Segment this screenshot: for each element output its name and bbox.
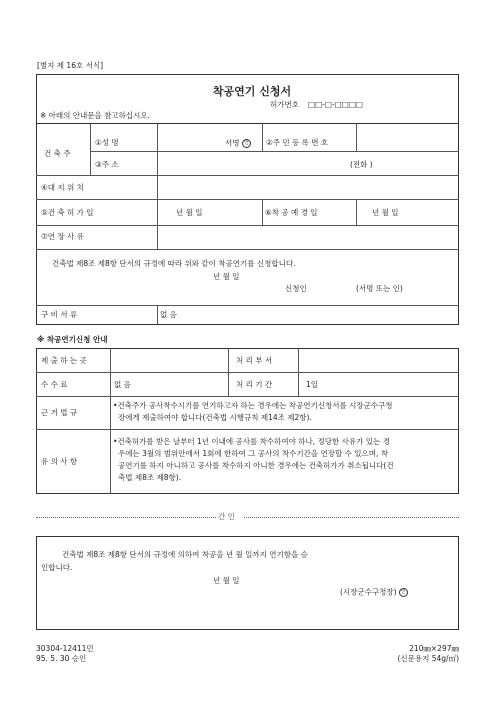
address-input[interactable] bbox=[158, 152, 358, 175]
declaration-date[interactable]: 년 월 일 bbox=[213, 272, 240, 281]
permit-date-label: ⑤건 축 허 가 일 bbox=[41, 208, 94, 217]
legal-basis-label: 근 거 법 규 bbox=[41, 408, 78, 417]
applicant-sign-label: 신청인 bbox=[285, 284, 307, 293]
signature-label: 서명 bbox=[225, 138, 240, 148]
site-location-label: ④대 지 위 치 bbox=[41, 183, 84, 192]
permit-number-label: 허가번호 bbox=[270, 100, 299, 109]
form-code: 30304-12411민 bbox=[36, 644, 94, 653]
site-location-input[interactable] bbox=[158, 176, 458, 199]
approver-sign-area[interactable] bbox=[340, 588, 408, 597]
processing-period-label: 처 리 기 간 bbox=[236, 380, 273, 389]
seal-icon: 인 bbox=[242, 139, 251, 148]
planned-start-label: ⑥착 공 예 경 일 bbox=[265, 208, 318, 217]
name-label: ①성 명 bbox=[95, 138, 119, 147]
resident-number-input[interactable] bbox=[357, 124, 458, 151]
approval-text-1: 건축법 제8조 제8항 단서의 규정에 의하여 착공을 년 월 일까지 연기함을 승 bbox=[62, 550, 308, 559]
notes-text-3: 공연기를 하지 아니하고 공사를 착수하지 아니한 경우에는 건축허가가 취소됩니다(건 bbox=[118, 461, 394, 470]
cut-line-label: 간 인 bbox=[218, 512, 235, 521]
extension-reason-label: ⑦연 장 사 유 bbox=[41, 232, 84, 241]
legal-basis-text-2: 장에게 제출하여야 합니다(건축법 시행규칙 제14조 제2항). bbox=[118, 413, 312, 422]
guide-title: ※ 착공연기신청 안내 bbox=[37, 335, 108, 344]
legal-basis-text-1: •건축주가 공사착수시기를 연기하고자 하는 경우에는 착공연기신청서를 시장군수구청 bbox=[113, 401, 393, 410]
seal-icon: 인 bbox=[399, 588, 408, 597]
extension-reason-input[interactable] bbox=[158, 226, 458, 249]
applicant-group-label: 건 축 주 bbox=[44, 149, 71, 158]
notes-text-1: •건축허가를 받은 날부터 1년 이내에 공사를 착수하여야 하나, 정당한 사유가 있는 경 bbox=[113, 437, 390, 446]
signature-area[interactable] bbox=[225, 139, 251, 148]
documents-label: 구 비 서 류 bbox=[41, 310, 78, 319]
notes-label: 유 의 사 항 bbox=[41, 457, 78, 466]
sign-or-seal-field[interactable]: (서명 또는 인) bbox=[356, 284, 403, 293]
paper-spec: (신문용지 54g/㎡) bbox=[397, 654, 459, 663]
approval-text-2: 인합니다. bbox=[41, 563, 73, 572]
form-title: 착공연기 신청서 bbox=[212, 85, 292, 98]
notes-text-2: 우에는 3월의 범위안에서 1회에 한하여 그 공사의 착수기간을 연장할 수 있으며, 착 bbox=[118, 449, 388, 458]
approval-date[interactable]: 년 월 일 bbox=[213, 576, 240, 585]
resident-number-label: ②주 민 등 록 번 호 bbox=[266, 138, 329, 147]
approved-date: 95. 5. 30 승인 bbox=[36, 654, 87, 663]
notes-text-4: 축법 제8조 제8항). bbox=[118, 473, 182, 482]
approver-label: (시장군수구청장) bbox=[340, 587, 397, 597]
declaration-text: 건축법 제8조 제8항 단서의 규정에 따라 위와 같이 착공연기를 신청합니다. bbox=[52, 259, 296, 268]
processing-period-value: 1일 bbox=[306, 380, 319, 389]
fee-value: 없 음 bbox=[114, 380, 131, 389]
notice-text: ※ 아래의 안내문을 참고하십시오. bbox=[40, 111, 151, 120]
form-tag: [별지 제 16호 서식] bbox=[37, 61, 104, 70]
paper-size: 210㎜×297㎜ bbox=[409, 644, 459, 653]
phone-field[interactable]: (전화 ) bbox=[350, 160, 373, 169]
permit-number-field[interactable]: □□-□-□□□□ bbox=[308, 100, 364, 109]
permit-date-field[interactable]: 년 월 일 bbox=[176, 208, 203, 217]
planned-start-field[interactable]: 년 월 일 bbox=[372, 208, 399, 217]
address-label: ③주 소 bbox=[95, 160, 119, 169]
processing-dept-label: 처 리 부 서 bbox=[236, 356, 273, 365]
submit-to-label: 제 출 하 는 곳 bbox=[41, 356, 87, 365]
fee-label: 수 수 료 bbox=[41, 380, 68, 389]
documents-value: 없 음 bbox=[160, 310, 177, 319]
